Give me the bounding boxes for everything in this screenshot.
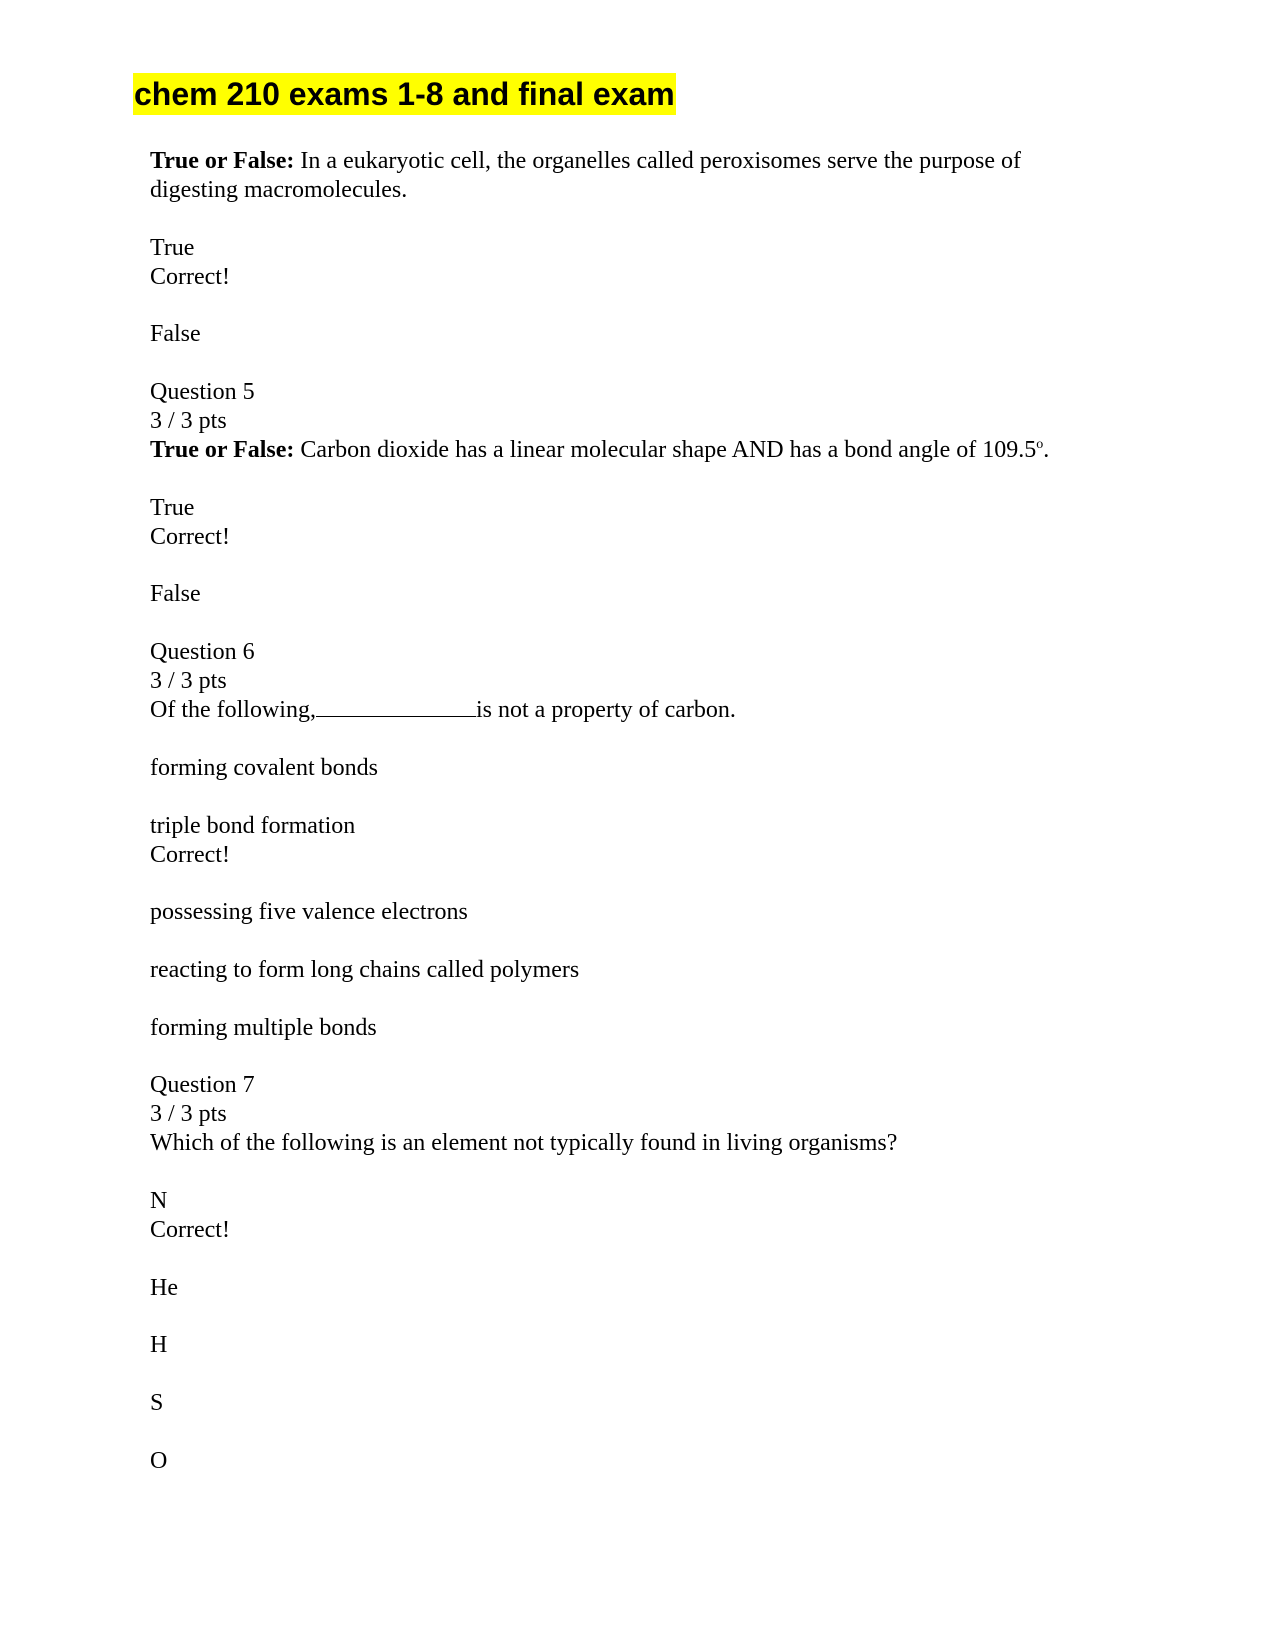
fill-in-blank <box>316 696 476 717</box>
answer-option <box>150 1389 1110 1418</box>
answer-option-text: True <box>150 234 195 261</box>
question-type-label: True or False: <box>150 148 295 174</box>
answer-option-text: O <box>150 1447 168 1474</box>
question-text-end: is not a property of carbon. <box>475 697 736 724</box>
question-number: Question 5 <box>150 379 255 406</box>
answer-option-text: triple bond formation <box>150 812 356 839</box>
answer-option <box>150 812 1110 870</box>
answer-option <box>150 320 1110 349</box>
question-text-end: . <box>1043 437 1050 464</box>
answer-option <box>150 956 1110 985</box>
answer-option <box>150 234 1110 292</box>
document-title: chem 210 exams 1-8 and final exam <box>133 73 676 115</box>
question-text: Carbon dioxide has a linear molecular shape AND has a bond angle of 109.5 <box>294 437 1037 464</box>
question-type-label: True or False: <box>150 437 295 464</box>
question-points: 3 / 3 pts <box>150 1101 227 1128</box>
degree-superscript: o <box>1036 437 1044 453</box>
question-prompt <box>150 147 1110 205</box>
answer-option <box>150 580 1110 609</box>
answer-option-text: False <box>150 581 201 608</box>
answer-option-text: reacting to form long chains called polymers <box>150 956 580 983</box>
question-number: Question 6 <box>150 639 255 666</box>
answer-option-text: True <box>150 494 195 521</box>
answer-option <box>150 1447 1110 1476</box>
answer-option <box>150 494 1110 552</box>
question-prompt: Which of the following is an element not typically found in living organisms? <box>150 1130 898 1157</box>
answer-option <box>150 1274 1110 1303</box>
answer-option-text: False <box>150 321 201 348</box>
answer-option-text: H <box>150 1332 168 1359</box>
answer-option <box>150 1014 1110 1043</box>
answer-feedback: Correct! <box>150 263 230 290</box>
answer-option-text: S <box>150 1390 164 1416</box>
question-block <box>150 638 1110 1042</box>
answer-feedback: Correct! <box>150 1216 230 1243</box>
answer-option-text: forming multiple bonds <box>150 1014 377 1041</box>
question-points: 3 / 3 pts <box>150 408 227 435</box>
question-prompt <box>150 696 1110 725</box>
answer-option <box>150 1331 1110 1360</box>
question-block <box>150 1071 1110 1475</box>
question-number: Question 7 <box>150 1072 255 1099</box>
answer-option-text: forming covalent bonds <box>150 754 378 781</box>
answer-option-text: possessing five valence electrons <box>150 899 468 926</box>
answer-option-text: He <box>150 1274 178 1301</box>
question-prompt <box>150 436 1110 465</box>
question-text: Of the following, <box>150 697 316 724</box>
answer-feedback: Correct! <box>150 523 230 550</box>
question-points: 3 / 3 pts <box>150 668 227 695</box>
answer-feedback: Correct! <box>150 841 230 868</box>
quiz-content <box>150 147 1110 1476</box>
answer-option-text: N <box>150 1187 168 1214</box>
answer-option <box>150 1187 1110 1245</box>
question-text: In a eukaryotic cell, the organelles called peroxisomes serve the purpose of digesting macromolecules. <box>150 148 1022 203</box>
answer-option <box>150 898 1110 927</box>
question-block <box>150 378 1110 609</box>
question-block <box>150 147 1110 349</box>
answer-option <box>150 754 1110 783</box>
